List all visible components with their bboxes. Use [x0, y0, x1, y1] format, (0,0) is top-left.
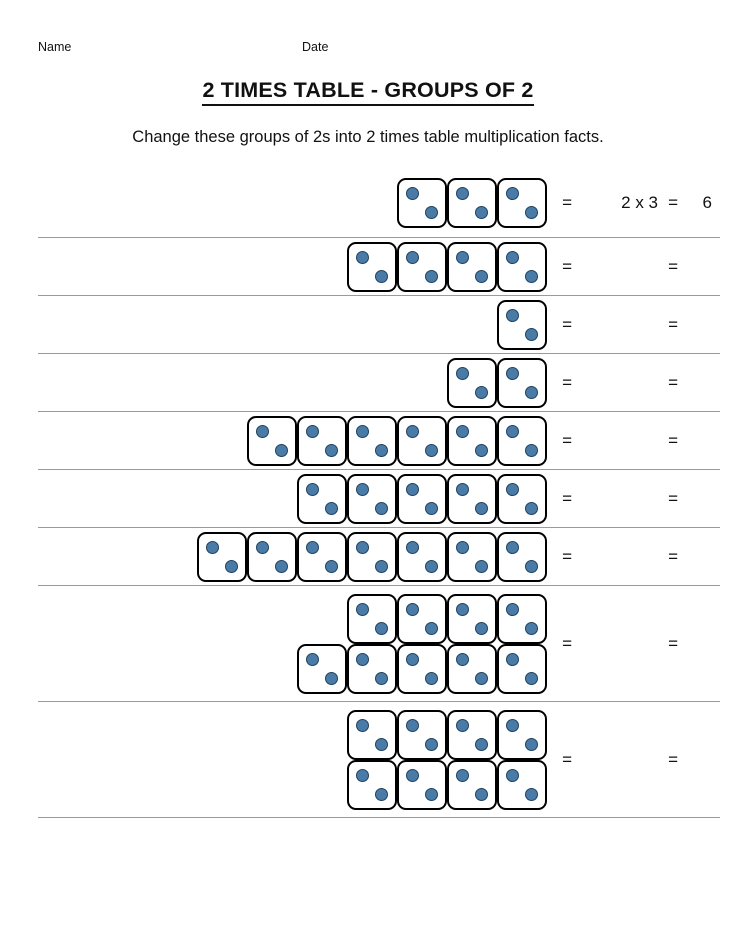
domino-die: [497, 710, 547, 760]
row-content: [38, 528, 720, 585]
die-pip: [256, 541, 269, 554]
die-pip: [525, 560, 538, 573]
die-pip: [525, 328, 538, 341]
dice-line: [347, 242, 720, 292]
equals-sign-left: =: [562, 546, 572, 566]
dice-line: [347, 710, 720, 760]
die-pip: [325, 560, 338, 573]
die-pip: [406, 187, 419, 200]
domino-die: [397, 644, 447, 694]
die-pip: [506, 541, 519, 554]
die-pip: [475, 502, 488, 515]
die-pip: [406, 251, 419, 264]
die-pip: [406, 769, 419, 782]
equals-sign-right: =: [668, 256, 678, 276]
domino-die: [447, 710, 497, 760]
problem-row: [38, 296, 720, 354]
die-pip: [356, 719, 369, 732]
dice-line: [497, 300, 720, 350]
die-pip: [456, 769, 469, 782]
domino-die: [497, 760, 547, 810]
page-title-text: 2 TIMES TABLE - GROUPS OF 2: [202, 78, 533, 106]
problem-rows: [0, 168, 736, 818]
problem-row: [38, 168, 720, 238]
die-pip: [456, 483, 469, 496]
die-pip: [506, 719, 519, 732]
page-title: [0, 78, 736, 103]
domino-die: [497, 242, 547, 292]
equals-sign-left: =: [562, 430, 572, 450]
die-pip: [275, 560, 288, 573]
die-pip: [356, 425, 369, 438]
die-pip: [306, 425, 319, 438]
row-content: [38, 296, 720, 353]
domino-die: [497, 358, 547, 408]
dice-line: [347, 594, 720, 644]
die-pip: [225, 560, 238, 573]
die-pip: [406, 653, 419, 666]
die-pip: [425, 672, 438, 685]
domino-die: [347, 760, 397, 810]
die-pip: [475, 386, 488, 399]
equals-sign-right: =: [668, 192, 678, 212]
domino-die: [347, 474, 397, 524]
problem-row: [38, 354, 720, 412]
domino-die: [347, 242, 397, 292]
die-pip: [256, 425, 269, 438]
domino-die: [397, 242, 447, 292]
domino-die: [447, 644, 497, 694]
die-pip: [506, 425, 519, 438]
domino-die: [397, 474, 447, 524]
die-pip: [356, 251, 369, 264]
equals-sign-left: =: [562, 488, 572, 508]
die-pip: [506, 367, 519, 380]
die-pip: [306, 541, 319, 554]
worksheet-header: [0, 40, 736, 60]
die-pip: [425, 788, 438, 801]
domino-die: [447, 594, 497, 644]
domino-die: [497, 300, 547, 350]
domino-die: [447, 178, 497, 228]
equals-sign-right: =: [668, 314, 678, 334]
domino-die: [497, 474, 547, 524]
domino-die: [347, 710, 397, 760]
die-pip: [325, 672, 338, 685]
die-pip: [356, 603, 369, 616]
dice-line: [247, 416, 720, 466]
die-pip: [506, 653, 519, 666]
problem-row: [38, 238, 720, 296]
die-pip: [456, 187, 469, 200]
die-pip: [506, 483, 519, 496]
die-pip: [425, 206, 438, 219]
die-pip: [525, 622, 538, 635]
row-content: [38, 238, 720, 295]
die-pip: [456, 719, 469, 732]
die-pip: [406, 719, 419, 732]
die-pip: [456, 603, 469, 616]
die-pip: [425, 444, 438, 457]
equals-sign-left: =: [562, 192, 572, 212]
die-pip: [325, 444, 338, 457]
domino-die: [447, 242, 497, 292]
dice-line: [297, 644, 720, 694]
domino-die: [197, 532, 247, 582]
die-pip: [475, 206, 488, 219]
die-pip: [425, 738, 438, 751]
die-pip: [375, 502, 388, 515]
die-pip: [506, 603, 519, 616]
die-pip: [456, 653, 469, 666]
dice-line: [447, 358, 720, 408]
die-pip: [375, 672, 388, 685]
die-pip: [375, 622, 388, 635]
row-content: [38, 470, 720, 527]
equals-sign-right: =: [668, 430, 678, 450]
die-pip: [475, 738, 488, 751]
die-pip: [356, 483, 369, 496]
domino-die: [397, 710, 447, 760]
domino-die: [497, 594, 547, 644]
domino-die: [497, 532, 547, 582]
answer-value[interactable]: 6: [702, 192, 712, 212]
equals-sign-left: =: [562, 314, 572, 334]
domino-die: [447, 474, 497, 524]
die-pip: [425, 502, 438, 515]
domino-die: [347, 416, 397, 466]
equals-sign-left: =: [562, 256, 572, 276]
row-content: [38, 168, 720, 237]
die-pip: [206, 541, 219, 554]
die-pip: [406, 483, 419, 496]
domino-die: [447, 358, 497, 408]
die-pip: [375, 444, 388, 457]
multiplication-expression[interactable]: 2 x 3: [621, 192, 658, 212]
domino-die: [497, 178, 547, 228]
die-pip: [506, 769, 519, 782]
die-pip: [375, 788, 388, 801]
die-pip: [456, 425, 469, 438]
die-pip: [525, 502, 538, 515]
die-pip: [525, 444, 538, 457]
die-pip: [375, 560, 388, 573]
die-pip: [475, 270, 488, 283]
die-pip: [475, 560, 488, 573]
die-pip: [456, 251, 469, 264]
row-content: [38, 354, 720, 411]
die-pip: [406, 541, 419, 554]
die-pip: [525, 270, 538, 283]
die-pip: [456, 367, 469, 380]
die-pip: [456, 541, 469, 554]
dice-line: [197, 532, 720, 582]
domino-die: [497, 416, 547, 466]
domino-die: [347, 644, 397, 694]
die-pip: [525, 738, 538, 751]
die-pip: [275, 444, 288, 457]
domino-die: [297, 532, 347, 582]
domino-die: [247, 532, 297, 582]
row-content: [38, 586, 720, 701]
die-pip: [406, 603, 419, 616]
problem-row: [38, 702, 720, 818]
equals-sign-left: =: [562, 372, 572, 392]
domino-die: [347, 594, 397, 644]
domino-die: [447, 532, 497, 582]
die-pip: [525, 386, 538, 399]
domino-die: [447, 416, 497, 466]
die-pip: [525, 206, 538, 219]
die-pip: [306, 653, 319, 666]
problem-row: [38, 412, 720, 470]
domino-die: [297, 474, 347, 524]
equals-sign-right: =: [668, 488, 678, 508]
die-pip: [406, 425, 419, 438]
problem-row: [38, 528, 720, 586]
die-pip: [325, 502, 338, 515]
problem-row: [38, 586, 720, 702]
die-pip: [375, 738, 388, 751]
domino-die: [347, 532, 397, 582]
domino-die: [247, 416, 297, 466]
dice-line: [347, 760, 720, 810]
domino-die: [297, 644, 347, 694]
domino-die: [397, 594, 447, 644]
die-pip: [356, 653, 369, 666]
die-pip: [506, 309, 519, 322]
equals-sign-right: =: [668, 633, 678, 653]
equals-sign-right: =: [668, 372, 678, 392]
die-pip: [525, 788, 538, 801]
domino-die: [497, 644, 547, 694]
die-pip: [525, 672, 538, 685]
equals-sign-right: =: [668, 749, 678, 769]
die-pip: [475, 672, 488, 685]
domino-die: [397, 532, 447, 582]
dice-line: [297, 474, 720, 524]
equals-sign-right: =: [668, 546, 678, 566]
name-label: Name: [38, 40, 72, 54]
domino-die: [397, 760, 447, 810]
domino-die: [397, 178, 447, 228]
die-pip: [475, 788, 488, 801]
die-pip: [425, 560, 438, 573]
domino-die: [447, 760, 497, 810]
die-pip: [356, 769, 369, 782]
die-pip: [506, 251, 519, 264]
die-pip: [356, 541, 369, 554]
die-pip: [475, 622, 488, 635]
equals-sign-left: =: [562, 749, 572, 769]
die-pip: [425, 622, 438, 635]
date-label: Date: [302, 40, 329, 54]
die-pip: [375, 270, 388, 283]
row-content: [38, 702, 720, 817]
problem-row: [38, 470, 720, 528]
equals-sign-left: =: [562, 633, 572, 653]
row-content: [38, 412, 720, 469]
die-pip: [306, 483, 319, 496]
domino-die: [297, 416, 347, 466]
die-pip: [475, 444, 488, 457]
die-pip: [425, 270, 438, 283]
domino-die: [397, 416, 447, 466]
instructions-text: Change these groups of 2s into 2 times table multiplication facts.: [132, 128, 604, 146]
die-pip: [506, 187, 519, 200]
